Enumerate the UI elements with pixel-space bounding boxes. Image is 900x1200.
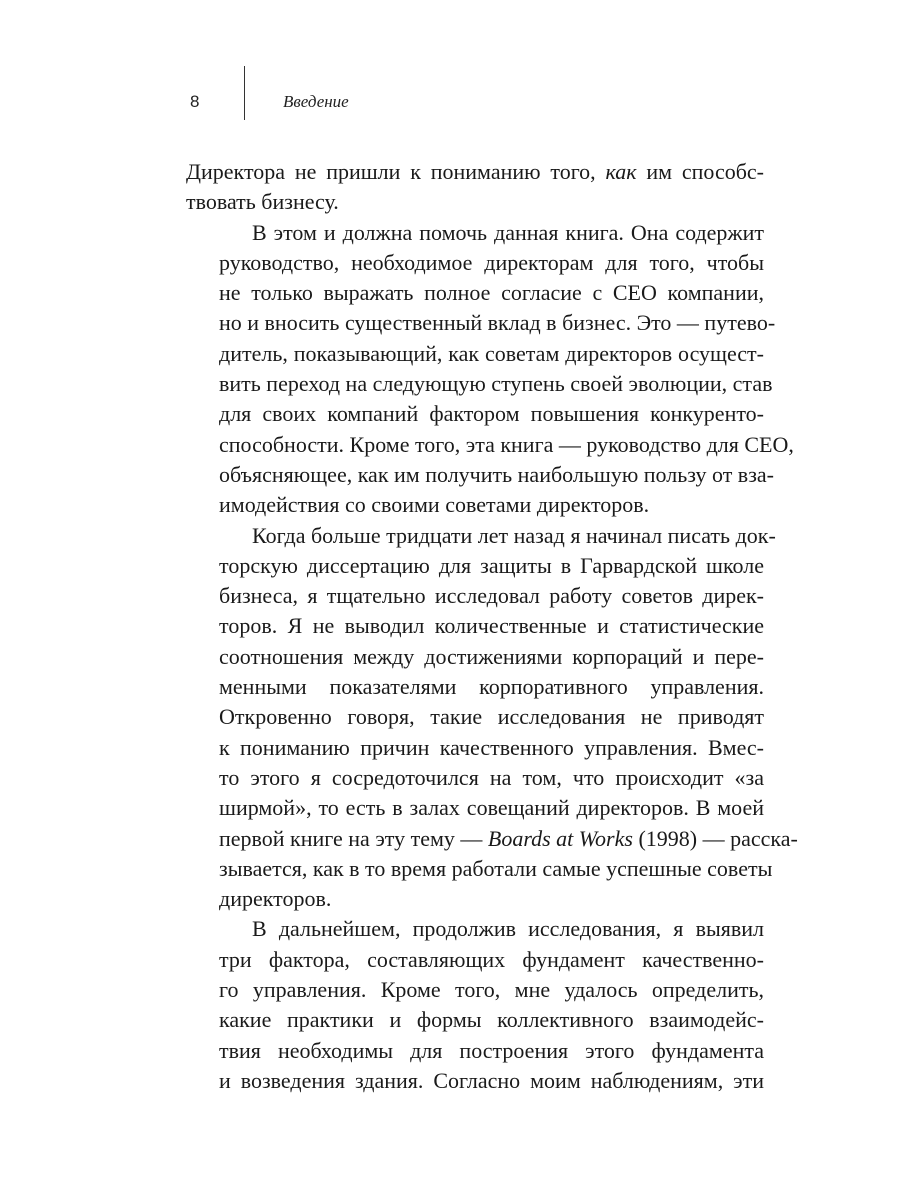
text-line [186, 1066, 764, 1096]
text-line [186, 914, 764, 944]
text-line [186, 490, 764, 520]
text-line [186, 521, 776, 551]
text-run: (1998) — расска- [632, 825, 798, 851]
text-line [186, 551, 764, 581]
text-line [186, 187, 764, 217]
text-run: первой книге на эту тему — [219, 825, 488, 851]
text-line [186, 399, 764, 429]
text-line [186, 824, 798, 854]
text-run: для своих компаний фактором повышения конкуренто- [219, 401, 764, 427]
text-run: объясняющее, как им получить наибольшую пользу от вза- [219, 461, 774, 487]
text-run: зывается, как в то время работали самые успешные советы [219, 855, 773, 881]
text-line [186, 430, 794, 460]
text-line [186, 793, 764, 823]
text-run: но и вносить существенный вклад в бизнес. Это — путево- [219, 310, 776, 336]
text-run: торов. Я не выводил количественные и статистические [219, 613, 764, 639]
text-line [186, 218, 764, 248]
body-text [186, 157, 798, 1096]
text-run: какие практики и формы коллективного взаимодейс- [219, 1007, 764, 1033]
text-line [186, 672, 764, 702]
text-run: и возведения здания. Согласно моим наблюдениям, эти [219, 1067, 764, 1093]
section-title: Введение [283, 92, 349, 111]
text-run: твовать бизнесу. [186, 189, 339, 215]
text-line [186, 884, 764, 914]
text-line [186, 460, 774, 490]
paragraph [186, 914, 764, 1096]
text-run: то этого я сосредоточился на том, что происходит «за [219, 764, 764, 790]
text-line [186, 278, 764, 308]
text-run: В дальнейшем, продолжив исследования, я выявил [252, 916, 764, 942]
text-run: не только выражать полное согласие с CEO компании, [219, 280, 764, 306]
text-line [186, 308, 776, 338]
text-run: В этом и должна помочь данная книга. Она содержит [252, 219, 764, 245]
header-divider [244, 66, 245, 120]
text-line [186, 945, 764, 975]
text-line [186, 611, 764, 641]
italic-text: Boards at Works [487, 825, 633, 851]
paragraph [186, 218, 794, 521]
running-head [0, 0, 900, 130]
text-line [186, 248, 764, 278]
text-run: Директора не пришли к пониманию того, [186, 159, 606, 184]
text-run: твия необходимы для построения этого фундамента [219, 1037, 764, 1063]
text-run: торскую диссертацию для защиты в Гарвардской школе [219, 552, 764, 578]
text-run: го управления. Кроме того, мне удалось определить, [219, 977, 764, 1003]
text-run: Когда больше тридцати лет назад я начинал писать док- [252, 522, 776, 548]
text-run: бизнеса, я тщательно исследовал работу советов дирек- [219, 583, 764, 609]
text-run: соотношения между достижениями корпораций и пере- [219, 643, 764, 669]
text-line [186, 581, 764, 611]
text-run: директоров. [219, 886, 332, 912]
text-run: три фактора, составляющих фундамент качественно- [219, 946, 764, 972]
text-line [186, 339, 764, 369]
text-line [186, 975, 764, 1005]
text-run: дитель, показывающий, как советам директоров осущест- [219, 340, 764, 366]
text-run: вить переход на следующую ступень своей эволюции, став [219, 371, 773, 397]
text-run: способности. Кроме того, эта книга — руководство для CEO, [219, 431, 794, 457]
text-run: менными показателями корпоративного управления. [219, 674, 764, 700]
text-run: к пониманию причин качественного управления. Вмес- [219, 734, 764, 760]
italic-text: как [605, 159, 637, 184]
text-line [186, 1005, 764, 1035]
text-line [186, 157, 764, 187]
text-run: имодействия со своими советами директоров. [219, 492, 650, 518]
text-run: Откровенно говоря, такие исследования не приводят [219, 704, 764, 730]
text-line [186, 642, 764, 672]
paragraph [186, 157, 764, 218]
text-line [186, 854, 773, 884]
text-run: ширмой», то есть в залах совещаний директоров. В моей [219, 795, 764, 821]
text-run: им способс- [636, 159, 764, 184]
text-line [186, 1036, 764, 1066]
text-run: руководство, необходимое директорам для того, чтобы [219, 249, 764, 275]
page-number: 8 [190, 92, 200, 111]
paragraph [186, 521, 798, 915]
text-line [186, 733, 764, 763]
text-line [186, 763, 764, 793]
text-line [186, 369, 773, 399]
text-line [186, 702, 764, 732]
